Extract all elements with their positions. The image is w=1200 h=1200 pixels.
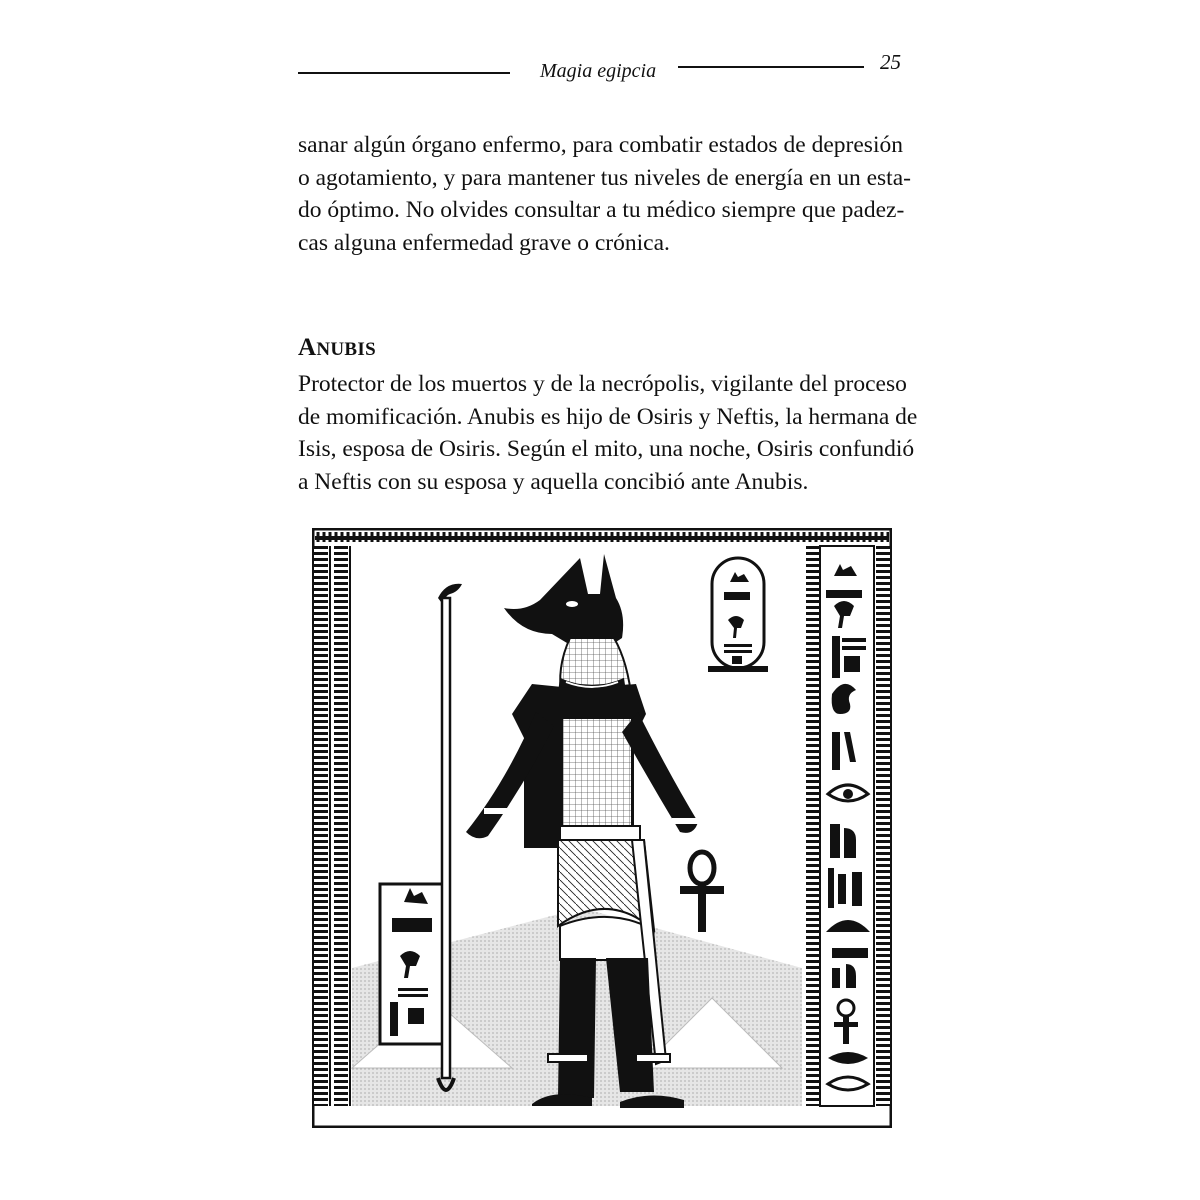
left-ladder-border xyxy=(314,546,328,1106)
cartouche xyxy=(708,558,768,672)
right-ladder-border xyxy=(806,546,820,1106)
paragraph-intro xyxy=(298,129,911,259)
running-title: Magia egipcia xyxy=(540,60,657,82)
text-line: sanar algún órgano enfermo, para combatir estados de depresión xyxy=(298,132,903,158)
header-rule-left xyxy=(298,72,510,74)
text-line: o agotamiento, y para mantener tus niveles de energía en un esta- xyxy=(298,164,911,191)
section-heading xyxy=(298,334,376,362)
header-rule-right xyxy=(678,66,864,68)
paragraph-anubis xyxy=(298,368,918,498)
text-line: cas alguna enfermedad grave o crónica. xyxy=(298,229,670,256)
section-heading-text: ANUBIS xyxy=(298,334,376,361)
page-number: 25 xyxy=(880,50,901,74)
anubis-illustration xyxy=(312,528,892,1128)
left-ladder-border-inner xyxy=(334,546,348,1106)
text-line: a Neftis con su esposa y aquella concibió ante Anubis. xyxy=(298,468,809,495)
left-hieroglyph-panel xyxy=(380,884,444,1044)
text-line: Protector de los muertos y de la necrópolis, vigilante del proceso xyxy=(298,371,907,397)
text-line: de momificación. Anubis es hijo de Osiris y Neftis, la hermana de xyxy=(298,403,918,430)
text-line: Isis, esposa de Osiris. Según el mito, una noche, Osiris confundió xyxy=(298,436,915,462)
top-border-band xyxy=(315,532,889,542)
right-ladder-border-outer xyxy=(876,546,890,1106)
text-line: do óptimo. No olvides consultar a tu médico siempre que padez- xyxy=(298,197,905,223)
anubis-illustration-svg xyxy=(312,528,892,1128)
